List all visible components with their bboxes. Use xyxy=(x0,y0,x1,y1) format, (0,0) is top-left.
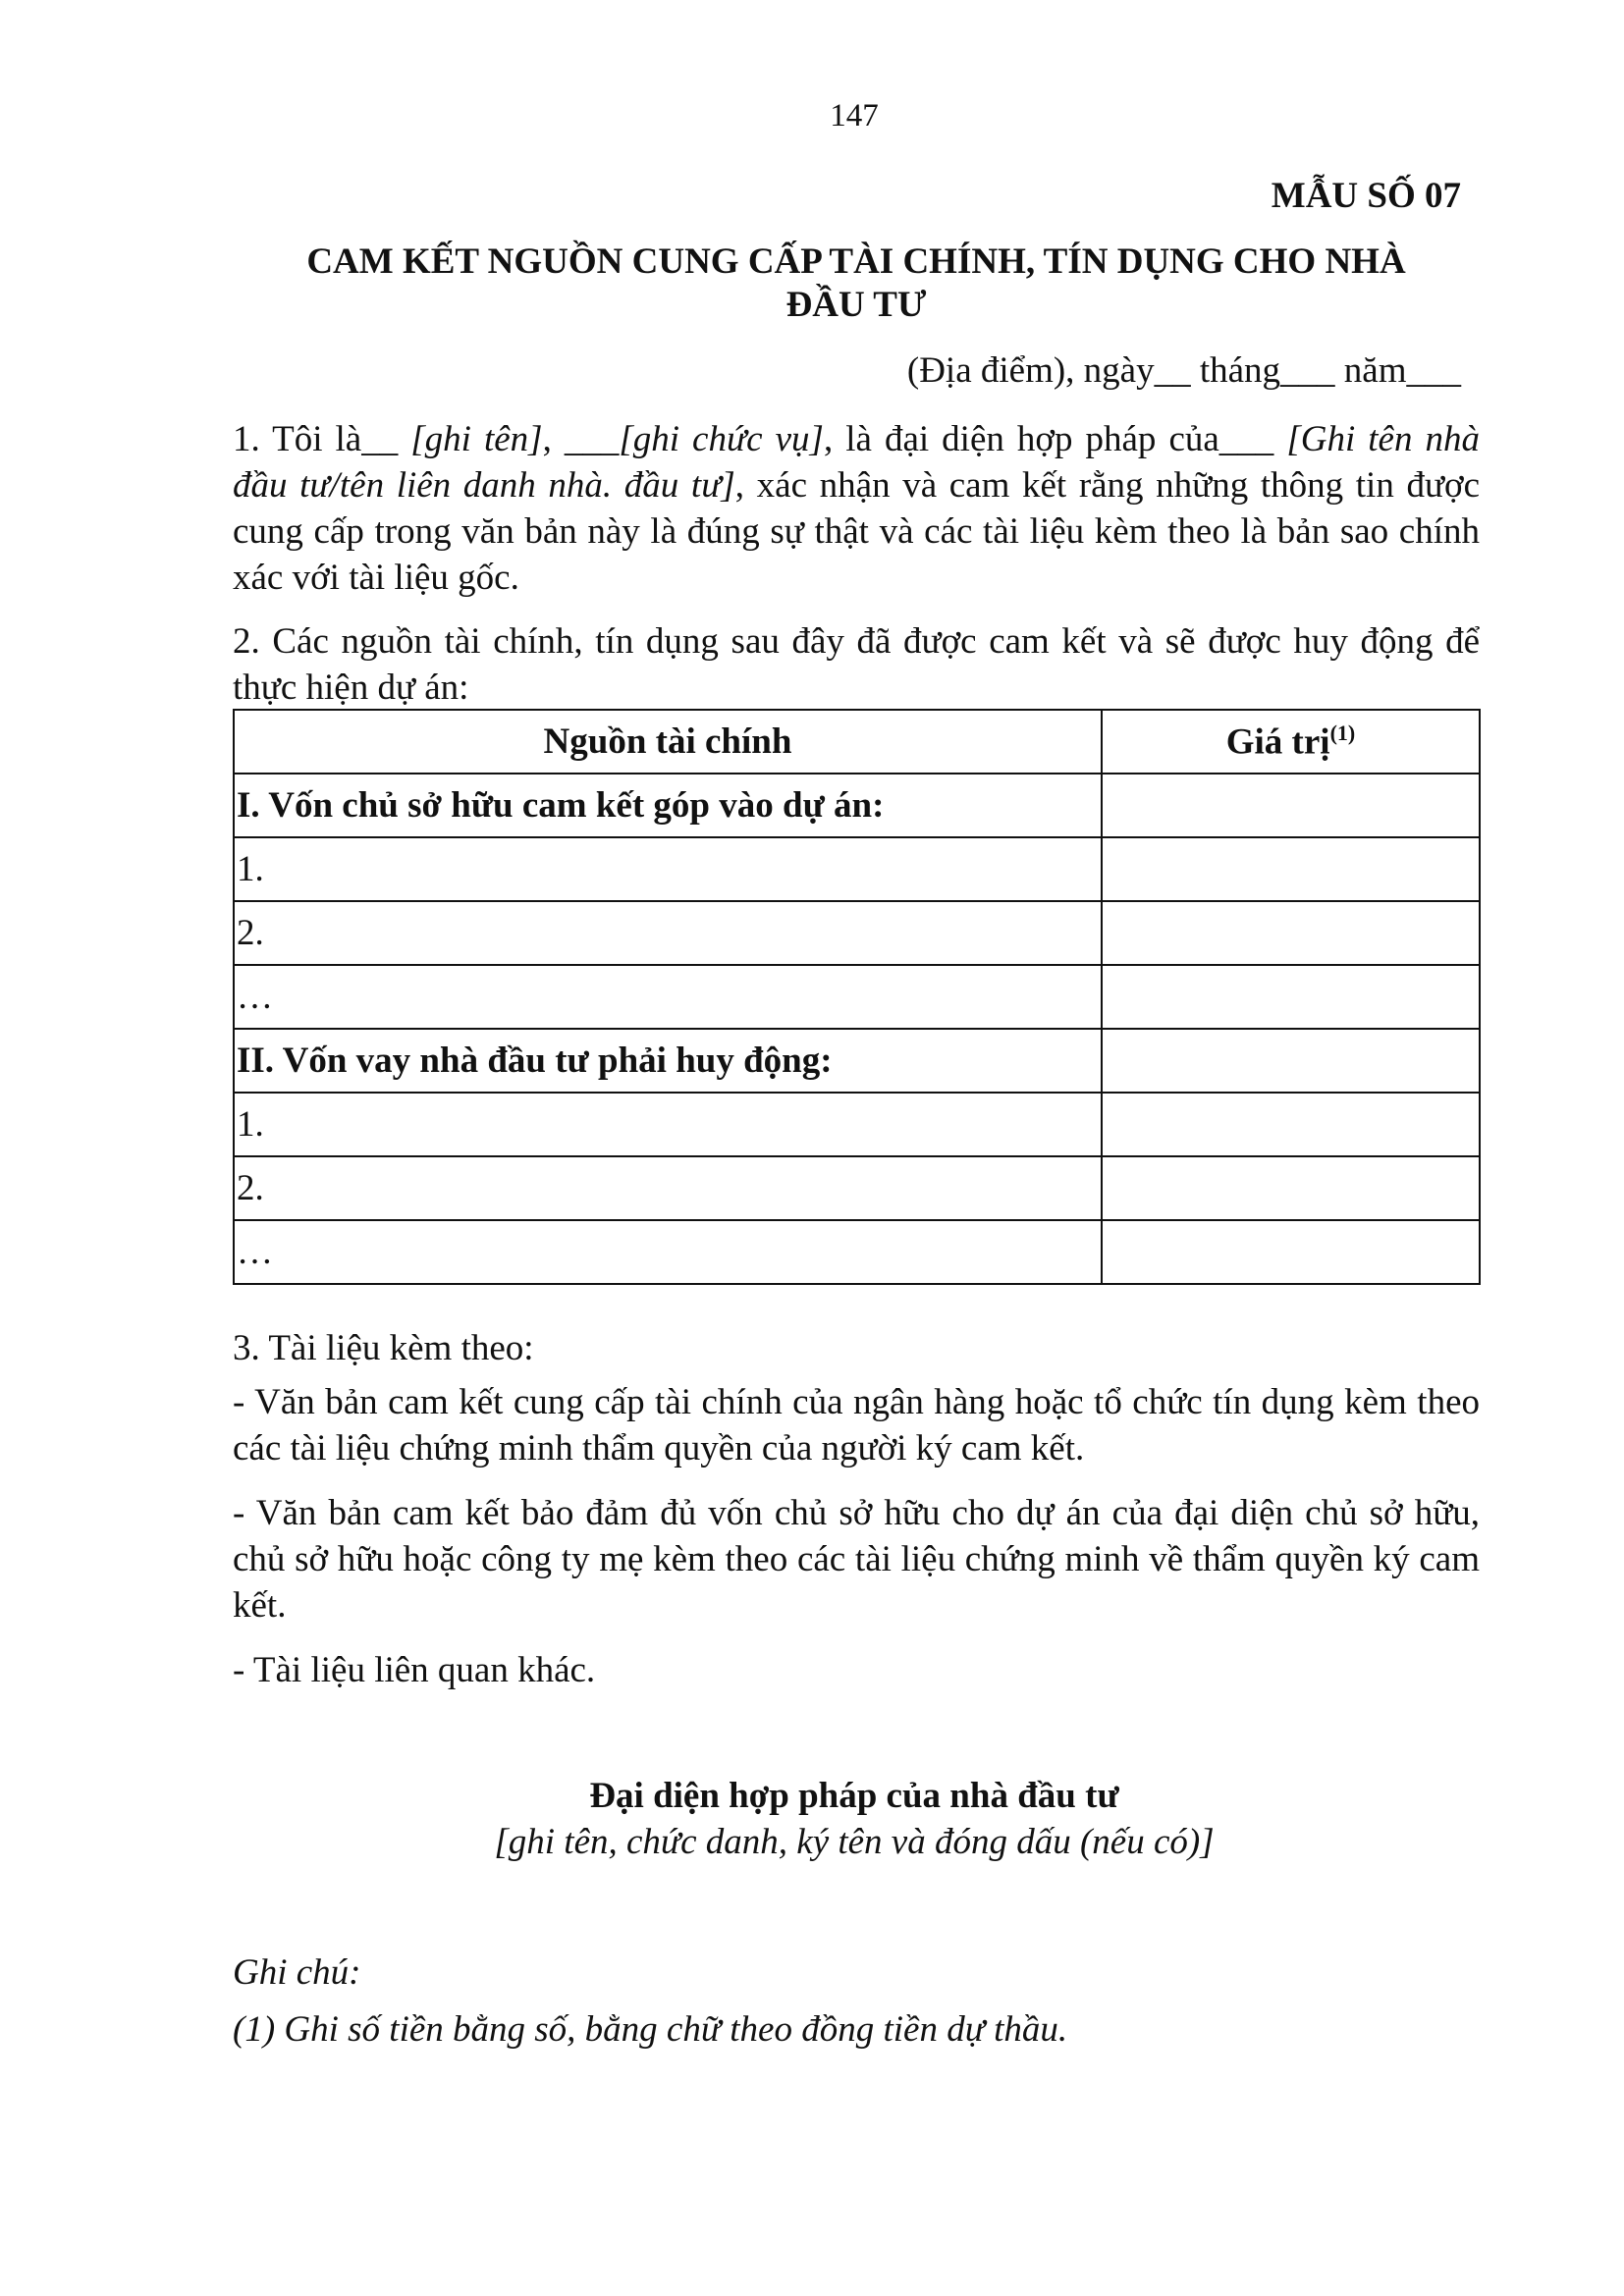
section-3-heading: 3. Tài liệu kèm theo: xyxy=(233,1328,534,1368)
row-label: … xyxy=(234,1220,1102,1284)
row-label: 2. xyxy=(234,901,1102,965)
header-value xyxy=(1102,710,1480,774)
row-value xyxy=(1102,1156,1480,1220)
row-value xyxy=(1102,774,1480,837)
row-label: II. Vốn vay nhà đầu tư phải huy động: xyxy=(234,1029,1102,1093)
financial-sources-table xyxy=(233,709,1481,1285)
row-value xyxy=(1102,1029,1480,1093)
section-1-paragraph xyxy=(233,416,1480,601)
table-row xyxy=(234,965,1480,1029)
s1-sep: , ___ xyxy=(542,419,620,459)
name-placeholder: [ghi tên] xyxy=(410,419,543,459)
table-row xyxy=(234,774,1480,837)
s1-prefix: 1. Tôi là__ xyxy=(233,419,411,459)
row-value xyxy=(1102,1220,1480,1284)
row-label: I. Vốn chủ sở hữu cam kết góp vào dự án: xyxy=(234,774,1102,837)
table-row xyxy=(234,1220,1480,1284)
row-value xyxy=(1102,901,1480,965)
s1-rest: , xác nhận và cam kết rằng những thông tin được cung cấp trong văn bản này là đúng sự thật và các tài liệu kèm theo là bản sao chính xác với tài liệu gốc. xyxy=(233,465,1480,598)
title-line-1: CAM KẾT NGUỒN CUNG CẤP TÀI CHÍNH, TÍN DỤNG CHO NHÀ xyxy=(306,241,1406,282)
row-label: 2. xyxy=(234,1156,1102,1220)
signature-title: Đại diện hợp pháp của nhà đầu tư xyxy=(589,1776,1119,1816)
notes-label: Ghi chú: xyxy=(233,1952,361,1993)
attachment-item-1: - Văn bản cam kết cung cấp tài chính của ngân hàng hoặc tổ chức tín dụng kèm theo các tài liệu chứng minh thẩm quyền của người ký cam kết. xyxy=(233,1382,1480,1468)
header-source: Nguồn tài chính xyxy=(234,710,1102,774)
attachment-item-3: - Tài liệu liên quan khác. xyxy=(233,1650,596,1690)
table-row xyxy=(234,837,1480,901)
table-row xyxy=(234,1093,1480,1156)
table-row xyxy=(234,1029,1480,1093)
date-line: (Địa điểm), ngày__ tháng___ năm___ xyxy=(906,350,1461,391)
table-header-row xyxy=(234,710,1480,774)
form-number: MẪU SỐ 07 xyxy=(1271,176,1461,216)
row-value xyxy=(1102,1093,1480,1156)
document-title xyxy=(233,240,1480,327)
header-value-note: (1) xyxy=(1329,720,1356,745)
section-2-paragraph: 2. Các nguồn tài chính, tín dụng sau đây đã được cam kết và sẽ được huy động để thực hiện dự án: xyxy=(233,621,1480,708)
page-number: 147 xyxy=(830,98,879,133)
signature-instructions: [ghi tên, chức danh, ký tên và đóng dấu (nếu có)] xyxy=(494,1822,1215,1862)
table-row xyxy=(234,901,1480,965)
row-value xyxy=(1102,837,1480,901)
note-1: (1) Ghi số tiền bằng số, bằng chữ theo đồng tiền dự thầu. xyxy=(233,2009,1068,2050)
row-label: 1. xyxy=(234,837,1102,901)
row-label: 1. xyxy=(234,1093,1102,1156)
row-label: … xyxy=(234,965,1102,1029)
investor-placeholder: [Ghi tên nhà đầu tư/tên liên danh nhà. đầu tư] xyxy=(233,419,1480,506)
header-value-label: Giá trị xyxy=(1225,721,1330,763)
attachment-item-2: - Văn bản cam kết bảo đảm đủ vốn chủ sở hữu cho dự án của đại diện chủ sở hữu, chủ sở hữu hoặc công ty mẹ kèm theo các tài liệu chứng minh về thẩm quyền ký cam kết. xyxy=(233,1493,1480,1626)
row-value xyxy=(1102,965,1480,1029)
title-line-2: ĐẦU TƯ xyxy=(785,285,927,325)
table-row xyxy=(234,1156,1480,1220)
position-placeholder: [ghi chức vụ] xyxy=(619,419,824,459)
s1-mid: , là đại diện hợp pháp của___ xyxy=(823,419,1287,459)
